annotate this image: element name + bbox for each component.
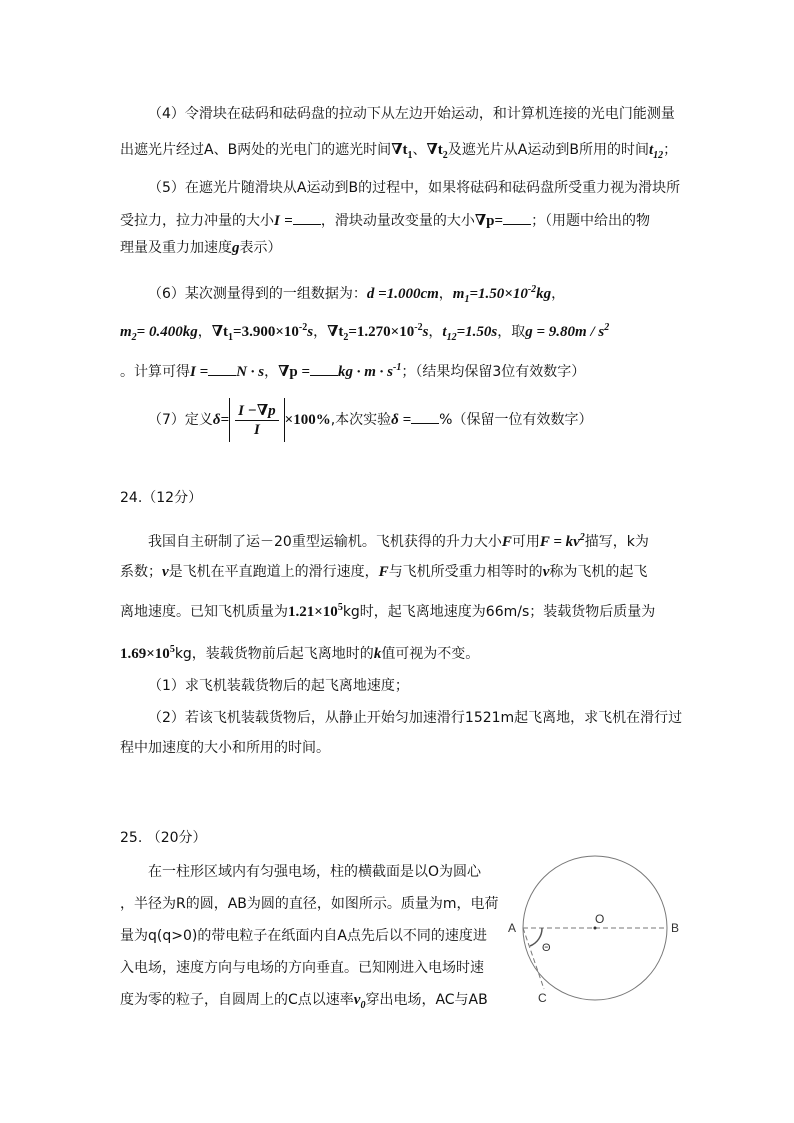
text: 与飞机所受重力相等时的 bbox=[388, 564, 543, 580]
var-v: v bbox=[162, 564, 169, 580]
var-dt1: $\nabla t_1$ bbox=[391, 142, 413, 161]
text: 理量及重力加速度 bbox=[120, 240, 232, 256]
m2-value: $m_2= 0.400kg$ bbox=[120, 324, 198, 343]
angle-arc bbox=[530, 928, 542, 946]
sep: ， bbox=[551, 286, 566, 302]
text: ； bbox=[663, 142, 678, 158]
q24-sub2-line2: 程中加速度的大小和所用的时间。 bbox=[120, 740, 330, 756]
sep: ， bbox=[313, 324, 328, 340]
dt1-value: $\nabla t_1=3.900\times 10^{-2}s$ bbox=[211, 322, 314, 343]
text: 出遮光片经过A、B两处的光电门的遮光时间 bbox=[120, 142, 392, 158]
text: ；（用题中给出的物 bbox=[531, 213, 651, 229]
text: ，取 bbox=[497, 324, 526, 340]
text: 系数； bbox=[120, 564, 162, 580]
t12-value: $t_{12}=1.50s$ bbox=[442, 324, 498, 343]
center-dot bbox=[594, 927, 597, 930]
text: 可用 bbox=[511, 534, 540, 550]
q24-header: 24.（12分） bbox=[120, 490, 203, 506]
answer-blank bbox=[503, 210, 531, 225]
q25-header: 25. （20分） bbox=[120, 830, 207, 846]
delta-label: δ = bbox=[391, 412, 412, 428]
answer-blank bbox=[411, 409, 439, 424]
text: 称为飞机的起飞 bbox=[549, 564, 648, 580]
p6-line2 bbox=[120, 318, 609, 348]
text: ，滑块动量改变量的大小 bbox=[320, 213, 475, 229]
text: kg，装载货物前后起飞离地时的 bbox=[174, 646, 374, 662]
sep: ， bbox=[264, 364, 279, 380]
label-theta: Θ bbox=[542, 942, 551, 954]
text: ；（结果均保留3位有效数字） bbox=[401, 364, 586, 380]
var-F: F bbox=[501, 534, 512, 550]
text: kg时，起飞离地速度为66m/s；装载货物后质量为 bbox=[342, 604, 656, 620]
m1-value: $m_1=1.50\times 10^{-2}kg$ bbox=[452, 284, 552, 305]
var-I: I bbox=[274, 213, 280, 229]
label-O: O bbox=[595, 912, 605, 926]
q25-line2: ，半径为R的圆，AB为圆的直径，如图所示。质量为m，电荷 bbox=[120, 896, 499, 912]
d-value: d =1.000cm bbox=[366, 286, 439, 302]
label-C: C bbox=[538, 991, 547, 1005]
p4-line1: （4）令滑块在砝码和砝码盘的拉动下从左边开始运动，和计算机连接的光电门能测量 bbox=[148, 106, 675, 122]
p6-line3 bbox=[120, 358, 585, 382]
var-v0: $v_0$ bbox=[353, 992, 366, 1011]
answer-blank bbox=[208, 361, 236, 376]
var-dt2: $\nabla t_2$ bbox=[426, 142, 448, 161]
p6-line1 bbox=[148, 280, 565, 310]
text: 穿出电场，AC与AB bbox=[365, 992, 488, 1008]
q25-line5 bbox=[120, 990, 488, 1016]
q24-line3 bbox=[120, 598, 655, 622]
I-unit: N · s bbox=[236, 364, 265, 380]
mass2: $1.69\times 10^5$ bbox=[120, 644, 175, 662]
var-g: g bbox=[232, 240, 240, 256]
text: %（保留一位有效数字） bbox=[439, 412, 593, 428]
var-v: v bbox=[542, 564, 550, 580]
text: 表示） bbox=[239, 240, 282, 256]
dt2-value: $\nabla t_2=1.270\times 10^{-2}s$ bbox=[327, 322, 429, 343]
g-value: $g = 9.80m / s^2$ bbox=[525, 322, 610, 340]
text: 。计算可得 bbox=[120, 364, 190, 380]
text: 描写，k为 bbox=[584, 534, 649, 550]
text: 值可视为不变。 bbox=[381, 646, 480, 662]
q24-line1 bbox=[148, 528, 649, 552]
p7-line bbox=[148, 398, 592, 448]
formula: $F = kv^2$ bbox=[539, 532, 585, 550]
sep: ， bbox=[428, 324, 443, 340]
dp-label: ∇p = bbox=[278, 364, 310, 380]
text: 受拉力，拉力冲量的大小 bbox=[120, 213, 274, 229]
answer-blank bbox=[293, 210, 321, 225]
text: 、 bbox=[412, 142, 427, 158]
text: （7）定义 bbox=[148, 412, 213, 428]
p5-line3 bbox=[120, 238, 282, 258]
var-F: F bbox=[378, 564, 389, 580]
equals: = bbox=[220, 412, 230, 428]
text: 及遮光片从A运动到B所用的时间 bbox=[447, 142, 649, 158]
text: 离地速度。已知飞机质量为 bbox=[120, 604, 288, 620]
text: ,本次实验 bbox=[330, 412, 392, 428]
q24-line2 bbox=[120, 562, 647, 582]
label-B: B bbox=[671, 921, 680, 935]
var-dp: ∇p bbox=[474, 213, 495, 229]
q24-line4 bbox=[120, 640, 479, 664]
text: 我国自主研制了运－20重型运输机。飞机获得的升力大小 bbox=[148, 534, 502, 550]
p5-line2 bbox=[120, 210, 650, 231]
I-label: I = bbox=[190, 364, 209, 380]
q25-line1: 在一柱形区域内有匀强电场，柱的横截面是以O为圆心 bbox=[148, 864, 482, 880]
var-t12: $t_{12}$ bbox=[648, 142, 664, 161]
q25-line3: 量为q(q>0)的带电粒子在纸面内自A点先后以不同的速度进 bbox=[120, 928, 487, 944]
q24-sub1: （1）求飞机装载货物后的起飞离地速度； bbox=[148, 678, 409, 694]
answer-blank bbox=[310, 361, 338, 376]
abs-fraction: $\frac{I -\nabla p}{I}$ bbox=[229, 398, 284, 442]
delta: δ bbox=[212, 412, 221, 428]
circle-figure bbox=[500, 855, 700, 1015]
times-100: ×100% bbox=[284, 412, 331, 428]
equals: = bbox=[284, 213, 293, 229]
p5-line1: （5）在遮光片随滑块从A运动到B的过程中，如果将砝码和砝码盘所受重力视为滑块所 bbox=[148, 180, 681, 196]
chord-AC bbox=[523, 928, 544, 989]
equals: = bbox=[494, 213, 504, 229]
var-k: k bbox=[373, 646, 382, 662]
sep: ， bbox=[438, 286, 453, 302]
sep: ， bbox=[197, 324, 212, 340]
text: 度为零的粒子，自圆周上的C点以速率 bbox=[120, 992, 354, 1008]
p4-line2 bbox=[120, 140, 677, 166]
q25-line4: 入电场，速度方向与电场的方向垂直。已知刚进入电场时速 bbox=[120, 960, 484, 976]
label-A: A bbox=[508, 921, 517, 935]
dp-unit: kg · $m \cdot s^{-1}$ bbox=[338, 362, 402, 380]
q24-sub2-line1: （2）若该飞机装载货物后，从静止开始匀加速滑行1521m起飞离地，求飞机在滑行过 bbox=[148, 710, 683, 726]
text: 是飞机在平直跑道上的滑行速度， bbox=[168, 564, 379, 580]
mass1: $1.21\times 10^5$ bbox=[288, 602, 343, 620]
text: （6）某次测量得到的一组数据为： bbox=[148, 286, 367, 302]
